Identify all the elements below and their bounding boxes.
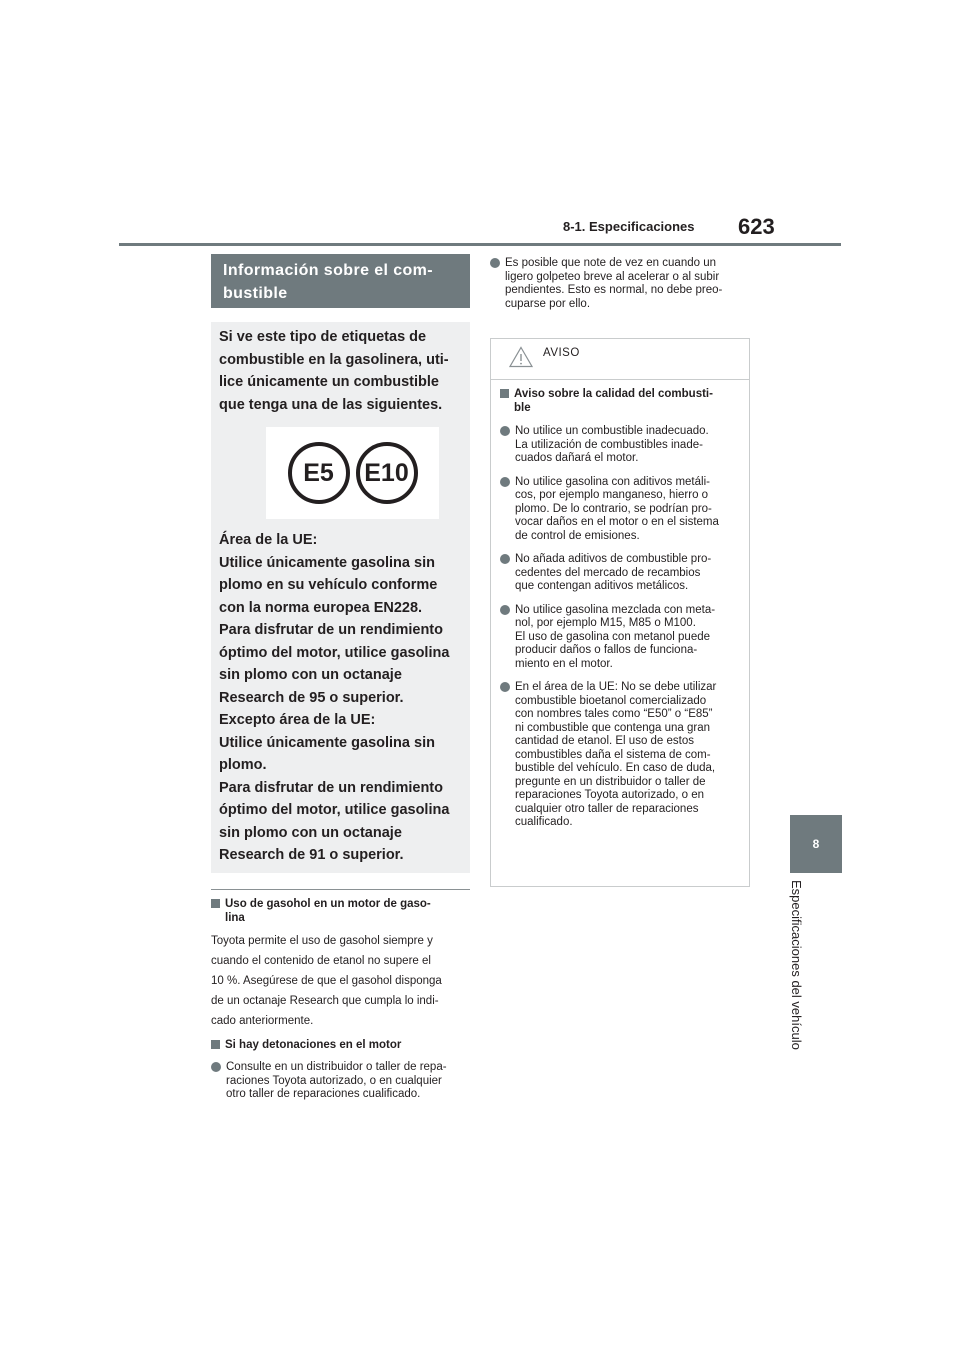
gasohol-title bbox=[211, 897, 473, 925]
info-line: Excepto área de la UE: bbox=[219, 712, 376, 728]
info-line: Para disfrutar de un rendimiento bbox=[219, 779, 443, 796]
bullet-line: No utilice gasolina con aditivos metáli- bbox=[515, 475, 710, 488]
bullet-line: reparaciones Toyota autorizado, o en bbox=[515, 789, 705, 801]
round-bullet-icon bbox=[500, 554, 510, 564]
square-bullet-icon bbox=[500, 389, 509, 398]
bullet-line: que contengan aditivos metálicos. bbox=[515, 580, 689, 592]
info-heading-line: Información sobre el com- bbox=[223, 262, 434, 279]
warning-subtitle-line: Aviso sobre la calidad del combusti- bbox=[514, 388, 713, 400]
round-bullet-icon bbox=[500, 477, 510, 487]
bullet-line: de control de emisiones. bbox=[515, 529, 640, 542]
warning-subtitle-line: ble bbox=[514, 402, 531, 414]
square-bullet-icon bbox=[211, 1040, 220, 1049]
info-line: Si ve este tipo de etiquetas de bbox=[219, 329, 427, 345]
note-line: cuparse por ello. bbox=[505, 297, 591, 310]
fuel-label-e10: E10 bbox=[356, 442, 418, 504]
round-bullet-icon bbox=[500, 605, 510, 615]
warning-box bbox=[490, 338, 750, 887]
warning-body bbox=[491, 380, 749, 830]
gasohol-line: cuando el contenido de etanol no supere el bbox=[211, 955, 431, 967]
info-line: plomo. bbox=[219, 757, 267, 773]
warning-subtitle bbox=[500, 387, 739, 415]
info-line: sin plomo con un octanaje bbox=[219, 824, 402, 841]
list-item bbox=[211, 1061, 473, 1102]
warning-header bbox=[491, 339, 749, 380]
info-line: Utilice únicamente gasolina sin bbox=[219, 554, 435, 571]
info-line: que tenga una de las siguientes. bbox=[219, 396, 443, 413]
info-line: óptimo del motor, utilice gasolina bbox=[219, 644, 450, 661]
square-bullet-icon bbox=[211, 899, 220, 908]
note-line: pendientes. Esto es normal, no debe preo- bbox=[505, 284, 723, 296]
chapter-tab bbox=[790, 815, 842, 873]
bullet-line: pregunte en un distribuidor o taller de bbox=[515, 775, 706, 788]
knocking-title bbox=[211, 1038, 473, 1052]
gasohol-title-line: Uso de gasohol en un motor de gaso- bbox=[225, 898, 431, 910]
knock-note bbox=[490, 257, 752, 311]
info-line: sin plomo con un octanaje bbox=[219, 667, 402, 683]
header-rule bbox=[119, 243, 841, 246]
bullet-line: cedentes del mercado de recambios bbox=[515, 566, 701, 579]
fuel-label-card bbox=[266, 427, 439, 519]
info-line: Research de 91 o superior. bbox=[219, 847, 404, 863]
section-title: 8-1. Especificaciones bbox=[563, 219, 695, 234]
bullet-line: plomo. De lo contrario, se podrían pro- bbox=[515, 502, 712, 515]
gasohol-line: 10 %. Asegúrese de que el gasohol disponga bbox=[211, 975, 442, 987]
bullet-line: combustibles daña el sistema de com- bbox=[515, 748, 711, 761]
bullet-line: bustible del vehículo. En caso de duda, bbox=[515, 762, 716, 774]
list-item bbox=[500, 681, 739, 830]
fuel-info-box bbox=[211, 322, 470, 873]
gasohol-line: cado anteriormente. bbox=[211, 1015, 314, 1027]
gasohol-title-line: lina bbox=[225, 912, 245, 924]
info-line: con la norma europea EN228. bbox=[219, 599, 423, 616]
bullet-line: cos, por ejemplo manganeso, hierro o bbox=[515, 489, 709, 501]
bullet-line: cuados dañará el motor. bbox=[515, 452, 639, 464]
list-item bbox=[500, 425, 739, 466]
info-heading bbox=[211, 254, 470, 308]
bullet-line: No añada aditivos de combustible pro- bbox=[515, 553, 712, 565]
knocking-section bbox=[211, 1038, 473, 1102]
bullet-line: cantidad de etanol. El uso de estos bbox=[515, 735, 695, 747]
page-number: 623 bbox=[738, 214, 775, 239]
fuel-label-e5: E5 bbox=[288, 442, 350, 504]
bullet-line: No utilice un combustible inadecuado. bbox=[515, 425, 709, 437]
gasohol-line: Toyota permite el uso de gasohol siempre y bbox=[211, 935, 433, 947]
bullet-line: En el área de la UE: No se debe utilizar bbox=[515, 681, 717, 693]
bullet-line: nol, por ejemplo M15, M85 o M100. bbox=[515, 617, 696, 629]
bullet-line: No utilice gasolina mezclada con meta- bbox=[515, 603, 716, 616]
bullet-line: combustible bioetanol comercializado bbox=[515, 694, 707, 707]
bullet-line: El uso de gasolina con metanol puede bbox=[515, 630, 711, 643]
info-line: Para disfrutar de un rendimiento bbox=[219, 622, 443, 638]
info-heading-line: bustible bbox=[223, 285, 288, 302]
note-line: ligero golpeteo breve al acelerar o al subir bbox=[505, 270, 720, 283]
gasohol-line: de un octanaje Research que cumpla lo indi- bbox=[211, 995, 439, 1007]
bullet-line: La utilización de combustibles inade- bbox=[515, 438, 703, 451]
info-line: plomo en su vehículo conforme bbox=[219, 577, 438, 593]
bullet-line: cualificado. bbox=[515, 816, 573, 828]
section-divider bbox=[211, 889, 470, 890]
bullet-line: con nombres tales como “E50” o “E85” bbox=[515, 708, 713, 720]
list-item bbox=[500, 553, 739, 594]
info-line: combustible en la gasolinera, uti- bbox=[219, 351, 449, 368]
bullet-line: cualquier otro taller de reparaciones bbox=[515, 802, 699, 815]
knocking-title-text: Si hay detonaciones en el motor bbox=[225, 1039, 402, 1051]
info-line: lice únicamente un combustible bbox=[219, 374, 439, 390]
bullet-line: raciones Toyota autorizado, o en cualquier bbox=[226, 1074, 442, 1087]
chapter-number: 8 bbox=[812, 837, 820, 851]
gasohol-text bbox=[211, 931, 473, 1031]
info-line: Área de la UE: bbox=[219, 532, 318, 548]
chapter-title: Especificaciones del vehículo bbox=[789, 880, 804, 1050]
list-item bbox=[500, 476, 739, 544]
bullet-line: Consulte en un distribuidor o taller de repa- bbox=[226, 1061, 447, 1073]
info-line: Utilice únicamente gasolina sin bbox=[219, 734, 435, 751]
bullet-line: producir daños o fallos de funciona- bbox=[515, 644, 698, 656]
round-bullet-icon bbox=[500, 682, 510, 692]
info-line: Research de 95 o superior. bbox=[219, 689, 404, 706]
warning-triangle-icon bbox=[509, 346, 533, 368]
bullet-line: vocar daños en el motor o en el sistema bbox=[515, 516, 719, 528]
bullet-line: miento en el motor. bbox=[515, 657, 613, 670]
bullet-line: ni combustible que contenga una gran bbox=[515, 721, 711, 734]
round-bullet-icon bbox=[211, 1062, 221, 1072]
warning-title: AVISO bbox=[543, 347, 580, 359]
bullet-line: otro taller de reparaciones cualificado. bbox=[226, 1088, 421, 1100]
gasohol-section bbox=[211, 897, 473, 1031]
info-line: óptimo del motor, utilice gasolina bbox=[219, 802, 450, 818]
round-bullet-icon bbox=[490, 258, 500, 268]
round-bullet-icon bbox=[500, 426, 510, 436]
list-item bbox=[500, 604, 739, 672]
note-line: Es posible que note de vez en cuando un bbox=[505, 257, 716, 269]
